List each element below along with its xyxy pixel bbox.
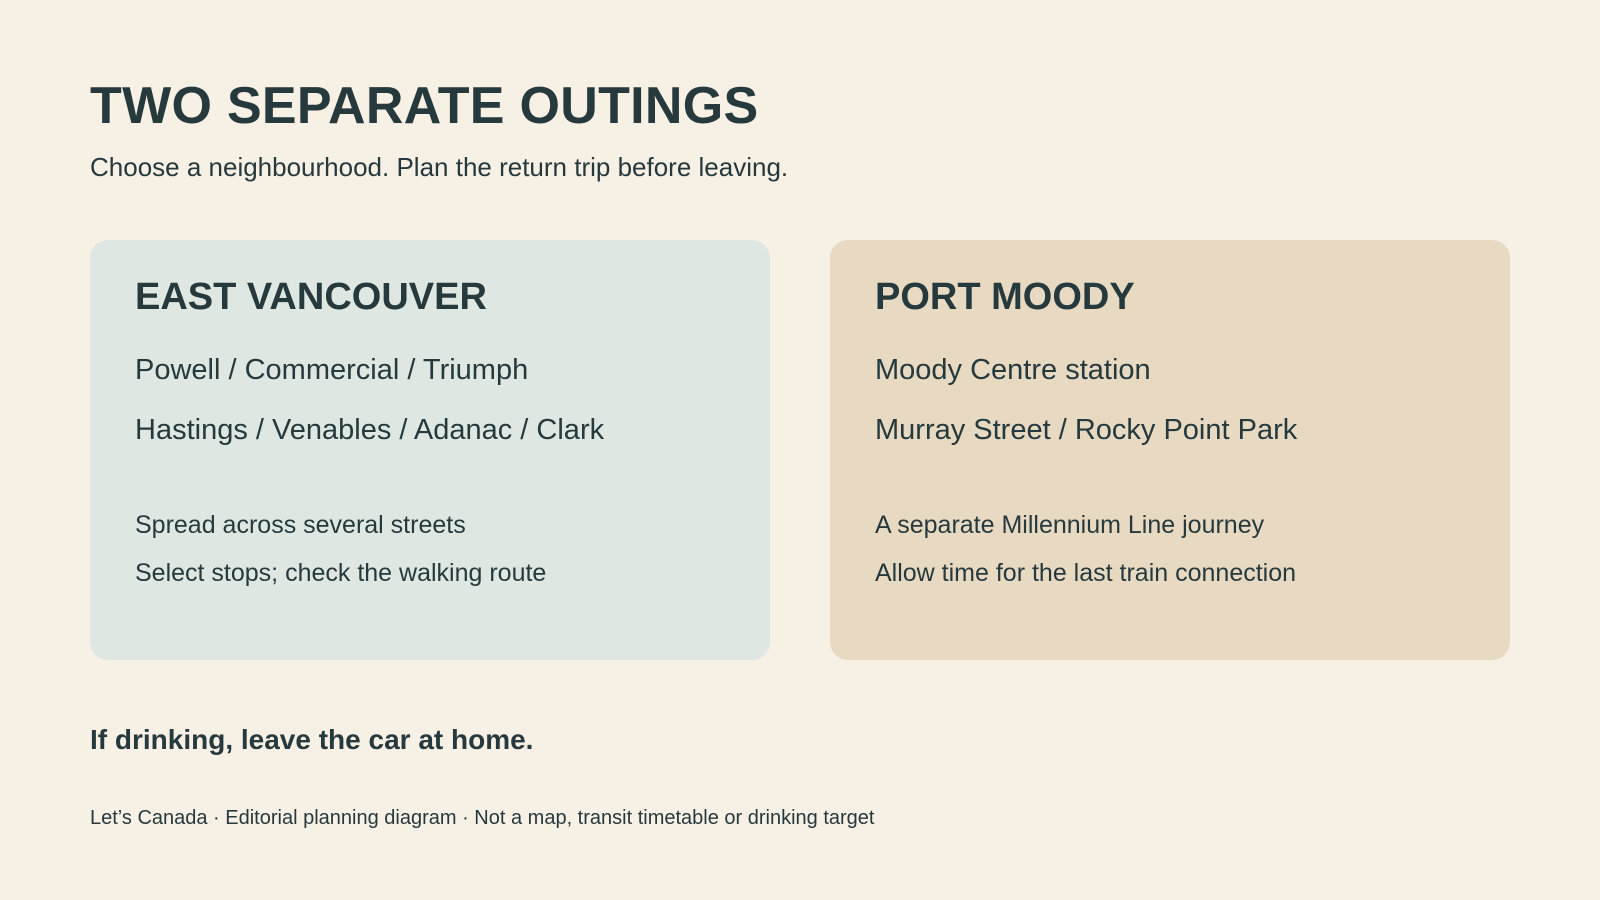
port-moody-heading: PORT MOODY bbox=[875, 276, 1135, 318]
port-moody-card bbox=[830, 240, 1510, 660]
east-vancouver-note-1: Spread across several streets bbox=[135, 511, 466, 539]
footer-credit: Let’s Canada · Editorial planning diagram · Not a map, transit timetable or drinking target bbox=[90, 807, 875, 829]
east-vancouver-note-2: Select stops; check the walking route bbox=[135, 559, 547, 587]
east-vancouver-place-2: Hastings / Venables / Adanac / Clark bbox=[135, 414, 605, 446]
page-title: TWO SEPARATE OUTINGS bbox=[90, 77, 759, 135]
east-vancouver-heading: EAST VANCOUVER bbox=[135, 276, 487, 318]
port-moody-note-1: A separate Millennium Line journey bbox=[875, 511, 1265, 539]
east-vancouver-card bbox=[90, 240, 770, 660]
page-subtitle: Choose a neighbourhood. Plan the return trip before leaving. bbox=[90, 152, 789, 182]
east-vancouver-place-1: Powell / Commercial / Triumph bbox=[135, 354, 529, 386]
port-moody-note-2: Allow time for the last train connection bbox=[875, 559, 1297, 587]
port-moody-place-1: Moody Centre station bbox=[875, 354, 1151, 386]
drinking-warning: If drinking, leave the car at home. bbox=[90, 724, 534, 755]
port-moody-place-2: Murray Street / Rocky Point Park bbox=[875, 414, 1298, 446]
